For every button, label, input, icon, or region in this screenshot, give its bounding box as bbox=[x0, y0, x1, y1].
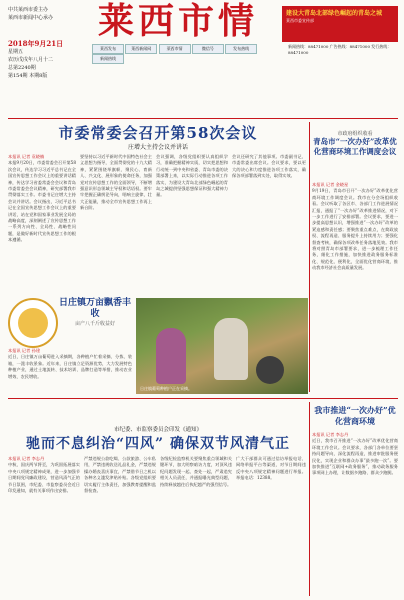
byline: 本报讯 记者 孙建 bbox=[8, 348, 40, 353]
org-line: 莱西市新闻中心承办 bbox=[8, 15, 54, 21]
media-link[interactable]: 微信号 bbox=[192, 44, 224, 54]
main-story-col: 要坚持以习近平新时代中国特色社会主义思想为指导，全面贯彻党的十九大精神，紧紧围绕举旗帜、聚民心、育新人、兴文化、展形象的使命任务，加强党对宣传思想工作的全面领导，不断增强意识形态领域主导权和话语权。要牢牢把握正确舆论导向，唱响主旋律，壮大正能量，推动全市宣传思想工作再上新台阶。 bbox=[80, 154, 152, 211]
section-divider bbox=[8, 398, 398, 399]
story-text: 9月19日，青岛市召开“一次办好”改革优化营商环境工作调度会议。我市在分会场组织收看。会议听取了各区市、各部门工作进展情况汇报，通报了“一次办好”改革推进情况，对下一步工作进行了安排部署。会议要求，要进一步提高思想认识，增强推进“一次办好”改革的紧迫感和责任感；要聚焦重点难点，在简政放权、流程再造、服务提升上持续用力；要强化督查考核，确保各项改革任务落地见效。我市将对照青岛市部署要求，进一步梳理工作任务，细化工作措施，加快推进政务服务标准化、规范化、便利化，全面优化营商环境，推动我市经济社会高质量发展。 bbox=[312, 188, 398, 271]
mid-headline: 日庄镇万亩飘香丰收 bbox=[58, 298, 131, 319]
byline: 本报讯 记者 袁晓楠 bbox=[8, 154, 45, 159]
media-link[interactable]: 新闻热线 bbox=[92, 54, 124, 64]
main-subheadline: 庄增大主持会议并讲话 bbox=[127, 144, 188, 151]
story-text: 近日，日庄镇万亩葡萄进入采摘期，各种植户忙着采摘、分拣、装箱，一派丰收景象。近年来，日庄镇立足资源优势，大力发展特色种植产业，通过土地流转、技术培训、品牌打造等举措，推动农业增效、农民增收。 bbox=[8, 354, 132, 379]
festival-emblem bbox=[8, 298, 58, 348]
side-kicker: 市政府组织收看 bbox=[337, 131, 373, 137]
story-text: 中秋、国庆两节将至，为巩固拓展落实中央八项规定精神成果，进一步加强节日期间党风廉政建设，营造风清气正的节日氛围，市纪委、市监察委员会近日印发通知，就有关事项作出安排。 bbox=[8, 462, 80, 494]
promo-sub: 莱西市委宣传部 bbox=[286, 18, 314, 23]
issue-lunar: 农历戊戌年八月十二 bbox=[8, 57, 54, 63]
story2-headline: 驰而不息纠治“四风” 确保双节风清气正 bbox=[26, 436, 290, 452]
side2-body bbox=[312, 432, 398, 596]
issue-weekday: 星期五 bbox=[8, 49, 24, 55]
mid-story-body bbox=[8, 348, 132, 392]
header-divider bbox=[8, 118, 398, 119]
side-story-body bbox=[312, 182, 398, 394]
story2-col: 各级纪检监察机关要聚焦重点领域和关键环节，加大明察暗访力度，对顶风违纪问题发现一起、查处一起，严肃追究相关人员责任，并通报曝光典型问题，持续释放越往后执纪越严的强烈信号。 bbox=[160, 456, 232, 487]
column-divider bbox=[309, 122, 310, 392]
main-story-col: 会议强调，各级党组织要认真组织学习，准确把握精神实质，切实把思想和行动统一到中央和省委、青岛市委的决策部署上来，以实际行动推进各项工作落实，为建设大青岛北部绿色崛起的青岛之城提供坚强思想保证和强大精神力量。 bbox=[156, 154, 228, 198]
side-story-head bbox=[312, 130, 398, 157]
issue-this: 第154期 本期8版 bbox=[8, 73, 48, 79]
byline: 本报讯 记者 李志丹 bbox=[8, 456, 45, 461]
promo-banner bbox=[282, 6, 398, 42]
media-links bbox=[92, 44, 284, 61]
story2-col bbox=[8, 456, 80, 596]
column-divider bbox=[309, 402, 310, 596]
masthead: 莱西市情 bbox=[97, 0, 258, 42]
mid-story-head bbox=[56, 298, 134, 328]
main-story-col bbox=[8, 154, 76, 294]
issue-info bbox=[8, 40, 90, 80]
media-link[interactable]: 莱西市情 bbox=[159, 44, 191, 54]
main-story-col: 会议还研究了其他事项。市委副书记、市委常委出席会议。会议要求，要以更大的决心和力度推进各项工作落实，确保各项部署落到实处，取得实效。 bbox=[232, 154, 306, 179]
hotline: 新闻热线：88471000 广告热线：88471000 发行热线：88471000 bbox=[288, 44, 392, 55]
news-photo bbox=[136, 298, 308, 394]
media-link[interactable]: 发布热线 bbox=[225, 44, 257, 54]
main-headline: 市委常委会召开第58次会议 bbox=[58, 124, 258, 142]
byline: 本报讯 记者 金晓星 bbox=[312, 182, 349, 187]
promo-title: 建设大青岛北部绿色崛起的青岛之城 bbox=[286, 10, 383, 17]
side-headline: 青岛市“一次办好”改革优化营商环境工作调度会议 bbox=[313, 137, 397, 156]
header-org bbox=[8, 6, 90, 22]
media-link[interactable]: 莱西发布 bbox=[92, 44, 124, 54]
org-line: 中共莱西市委主办 bbox=[8, 7, 49, 13]
story-text: 本报9月20日，市委常委会召开第58次会议，传达学习习近平总书记在全国宣传思想工作会议上的重要讲话精神，传达学习省委常委会会议和青岛市委常委会会议精神，研究部署我市贯彻落实工作。市委书记庄增大主持会议并讲话。会议指出，习近平总书记在全国宣传思想工作会议上的重要讲话，站在党和国家事业发展全局的战略高度，深刻阐述了宣传思想工作一系列方向性、全局性、战略性问题，是做好新时代宣传思想工作的根本遵循。 bbox=[8, 160, 76, 243]
photo-caption: 日庄镇葡萄种植户正在采摘。 bbox=[140, 386, 192, 391]
story2-kicker: 市纪委、市监察委员会印发《通知》 bbox=[113, 427, 202, 433]
mid-subheadline: 亩产八千斤收益好 bbox=[74, 321, 115, 327]
issue-total: 总第2240期 bbox=[8, 65, 36, 71]
side2-headline: 我市推进“一次办好”优化营商环境 bbox=[314, 405, 396, 426]
story2-col: 严禁违规公款吃喝、公款旅游、公车私用，严禁违规收送礼品礼金，严禁违规操办婚丧喜庆事宜，严禁借节日之机以各种名义滥发津贴补贴。各级党组织要切实履行主体责任，加强教育提醒和监督检查。 bbox=[84, 456, 156, 494]
issue-date: 2018年9月21日 bbox=[8, 39, 64, 48]
media-link[interactable]: 莱西新闻网 bbox=[125, 44, 157, 54]
byline: 本报讯 记者 李志丹 bbox=[312, 432, 349, 437]
story2-col: 广大干部群众可通过信访举报电话、网络举报平台等渠道，对节日期间违反中央八项规定精神问题进行举报。举报电话：12388。 bbox=[236, 456, 306, 481]
story-text: 近日，我市召开推进“一次办好”改革优化营商环境工作会议。会议要求，各部门各单位要坚持问题导向，深化流程再造，推进审批服务便民化，实现企业和群众办事“最多跑一次”。要加快推进“互联网+政务服务”，推动政务服务事项网上办理，让数据多跑路、群众少跑腿。 bbox=[312, 438, 398, 476]
